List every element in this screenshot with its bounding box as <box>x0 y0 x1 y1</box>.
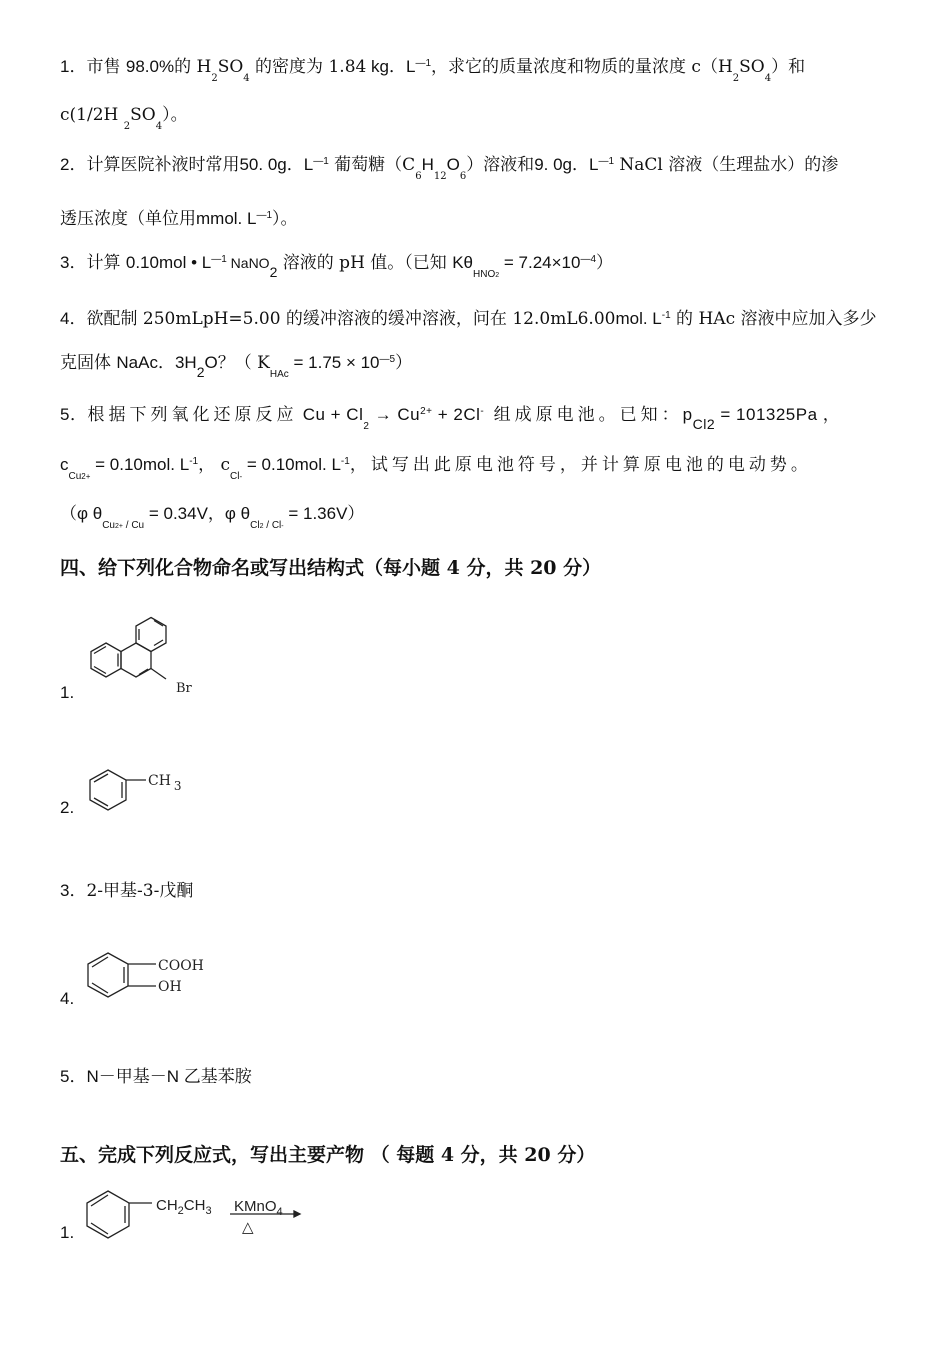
q4-line1: 4．欲配制 250mLpH=5.00 的缓冲溶液的缓冲溶液，问在 12.0mL6.00mol. $L^{-1}$ 的 HAc 溶液中应加入多少 <box>60 309 877 329</box>
bromophenanthrene-structure <box>80 600 210 700</box>
s4-q5: 5．N－甲基－N 乙基苯胺 <box>60 1067 252 1086</box>
section4-heading: 四、给下列化合物命名或写出结构式（每小题 4 分，共 20 分） <box>60 557 602 579</box>
q2-line2: 透压浓度（单位用mmol. $L^{—1}$）。 <box>60 209 298 229</box>
s4-q2-number: 2. <box>60 798 75 817</box>
br-label: Br <box>176 681 192 696</box>
q1-line2: c(1/2H $_2SO_4$）。 <box>60 105 188 132</box>
section5-heading: 五、完成下列反应式，写出主要产物 （ 每题 4 分，共 20 分） <box>60 1144 596 1166</box>
q5-line3: （φ $\theta_{Cu2+}$ $_{/ Cu}$ = 0.34V，φ $\theta_{Cl2}$ $_{/ Cl-}$ = 1.36V） <box>60 504 365 531</box>
ethyl-label: $CH_2CH_3$ <box>156 1197 212 1217</box>
q2-line1: 2．计算医院补液时常用50. 0g．$L^{—1}$ 葡萄糖$(C_6H_{12}O_6)$溶液和9. 0g．$L^{—1}$ NaCl 溶液（生理盐水）的渗 <box>60 155 839 182</box>
salicylic-acid-structure <box>84 945 224 1005</box>
q5-line1: 5．根据下列氧化还原反应 $Cu + Cl_2 \to Cu^{2+} + 2Cl^-$ 组成原电池。已知：$p_{Cl2} = 101325Pa$ ， <box>60 405 841 432</box>
s4-q4-number: 4. <box>60 989 75 1008</box>
q3-line: 3．计算 0.10mol • $L^{—1}$ NaNO$_2$ 溶液的 pH 值。（已知 $K\theta_{HNO2} = 7.24\times 10^{—4}$） <box>60 253 614 280</box>
toluene-structure <box>84 760 194 820</box>
q4-line2: 克固体 NaAc．$3H_2O$？（ $K_{HAc} = 1.75 \times 10^{—5}$） <box>60 353 413 380</box>
s5-q1-number: 1. <box>60 1223 75 1242</box>
s4-q3: 3．2-甲基-3-戊酮 <box>60 881 194 901</box>
q1-line1: 1．市售 98.0%的 $H_2SO_4$ 的密度为 1.84 kg．$L^{—1}$，求它的质量浓度和物质的量浓度 $c(H_2SO_4)$和 <box>60 57 806 84</box>
oh-label: OH <box>158 979 182 995</box>
ethylbenzene-reaction <box>84 1185 314 1245</box>
heat-symbol: △ <box>242 1218 254 1236</box>
s4-q1-number: 1. <box>60 683 75 702</box>
kmno4-label: KMnO$_4$ <box>234 1198 283 1218</box>
cooh-label: COOH <box>158 958 204 974</box>
q5-line2: $c_{Cu2+} = 0.10mol$. $L^{-1}$， $c_{Cl-} = 0.10mol$. $L^{-1}$，试写出此原电池符号，并计算原电池的电动势。 <box>60 455 812 482</box>
ch3-label: CH 3 <box>148 773 182 793</box>
